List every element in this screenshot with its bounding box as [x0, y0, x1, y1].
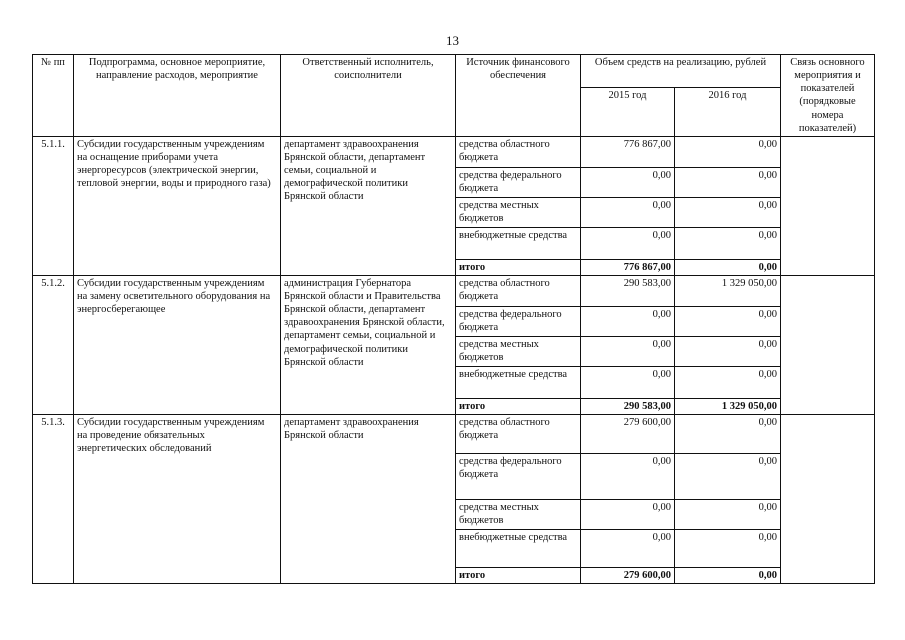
- value-2016: 0,00: [675, 197, 781, 227]
- value-2015: 0,00: [581, 167, 675, 197]
- value-2015: 0,00: [581, 366, 675, 398]
- col-header-executor: Ответственный исполнитель, соисполнители: [281, 55, 456, 137]
- source-name: внебюджетные средства: [456, 366, 581, 398]
- value-2015: 290 583,00: [581, 398, 675, 414]
- row-executor: департамент здравоохранения Брянской области, департамент семьи, социальной и демографической политики Брянской области: [281, 136, 456, 275]
- value-2016: 0,00: [675, 227, 781, 259]
- value-2016: 0,00: [675, 336, 781, 366]
- value-2015: 0,00: [581, 454, 675, 500]
- row-link: [781, 275, 875, 414]
- value-2015: 0,00: [581, 500, 675, 530]
- row-program: Субсидии государственным учреждениям на замену осветительного оборудования на энергосберегающее: [74, 275, 281, 414]
- value-2016: 0,00: [675, 259, 781, 275]
- table-row: [33, 415, 875, 454]
- value-2016: 1 329 050,00: [675, 275, 781, 306]
- value-2016: 0,00: [675, 415, 781, 454]
- row-number: 5.1.3.: [33, 415, 74, 584]
- source-name: итого: [456, 398, 581, 414]
- value-2016: 0,00: [675, 167, 781, 197]
- value-2015: 279 600,00: [581, 568, 675, 584]
- value-2015: 0,00: [581, 227, 675, 259]
- value-2016: 1 329 050,00: [675, 398, 781, 414]
- value-2016: 0,00: [675, 568, 781, 584]
- value-2015: 776 867,00: [581, 259, 675, 275]
- source-name: внебюджетные средства: [456, 227, 581, 259]
- source-name: средства местных бюджетов: [456, 197, 581, 227]
- source-name: итого: [456, 568, 581, 584]
- source-name: средства областного бюджета: [456, 275, 581, 306]
- funding-table: [32, 54, 875, 584]
- row-link: [781, 415, 875, 584]
- col-header-2015: 2015 год: [581, 87, 675, 136]
- value-2016: 0,00: [675, 500, 781, 530]
- source-name: средства местных бюджетов: [456, 336, 581, 366]
- col-header-2016: 2016 год: [675, 87, 781, 136]
- col-header-volume: Объем средств на реализацию, рублей: [581, 55, 781, 88]
- header-row-top: [33, 55, 875, 88]
- col-header-program: Подпрограмма, основное мероприятие, направление расходов, мероприятие: [74, 55, 281, 137]
- page-number: 13: [446, 33, 459, 48]
- source-name: средства местных бюджетов: [456, 500, 581, 530]
- value-2016: 0,00: [675, 136, 781, 167]
- value-2015: 279 600,00: [581, 415, 675, 454]
- source-name: итого: [456, 259, 581, 275]
- col-header-source: Источник финансового обеспечения: [456, 55, 581, 137]
- value-2015: 290 583,00: [581, 275, 675, 306]
- value-2015: 776 867,00: [581, 136, 675, 167]
- row-executor: департамент здравоохранения Брянской области: [281, 415, 456, 584]
- value-2016: 0,00: [675, 306, 781, 336]
- row-program: Субсидии государственным учреждениям на оснащение приборами учета энергоресурсов (электрической энергии, тепловой энергии, воды и природного газа): [74, 136, 281, 275]
- source-name: средства федерального бюджета: [456, 306, 581, 336]
- value-2015: 0,00: [581, 336, 675, 366]
- value-2015: 0,00: [581, 306, 675, 336]
- value-2016: 0,00: [675, 366, 781, 398]
- value-2016: 0,00: [675, 530, 781, 568]
- source-name: средства федерального бюджета: [456, 167, 581, 197]
- source-name: внебюджетные средства: [456, 530, 581, 568]
- table-row: [33, 136, 875, 167]
- row-number: 5.1.1.: [33, 136, 74, 275]
- row-link: [781, 136, 875, 275]
- row-executor: администрация Губернатора Брянской области и Правительства Брянской области, департамент здравоохранения Брянской области, департамент семьи, социальной и демографической политики Брянской области: [281, 275, 456, 414]
- table-row: [33, 275, 875, 306]
- source-name: средства областного бюджета: [456, 415, 581, 454]
- source-name: средства областного бюджета: [456, 136, 581, 167]
- source-name: средства федерального бюджета: [456, 454, 581, 500]
- value-2015: 0,00: [581, 530, 675, 568]
- col-header-link: Связь основного мероприятия и показателей (порядковые номера показателей): [781, 55, 875, 137]
- value-2016: 0,00: [675, 454, 781, 500]
- col-header-num: № пп: [33, 55, 74, 137]
- row-number: 5.1.2.: [33, 275, 74, 414]
- value-2015: 0,00: [581, 197, 675, 227]
- row-program: Субсидии государственным учреждениям на проведение обязательных энергетических обследований: [74, 415, 281, 584]
